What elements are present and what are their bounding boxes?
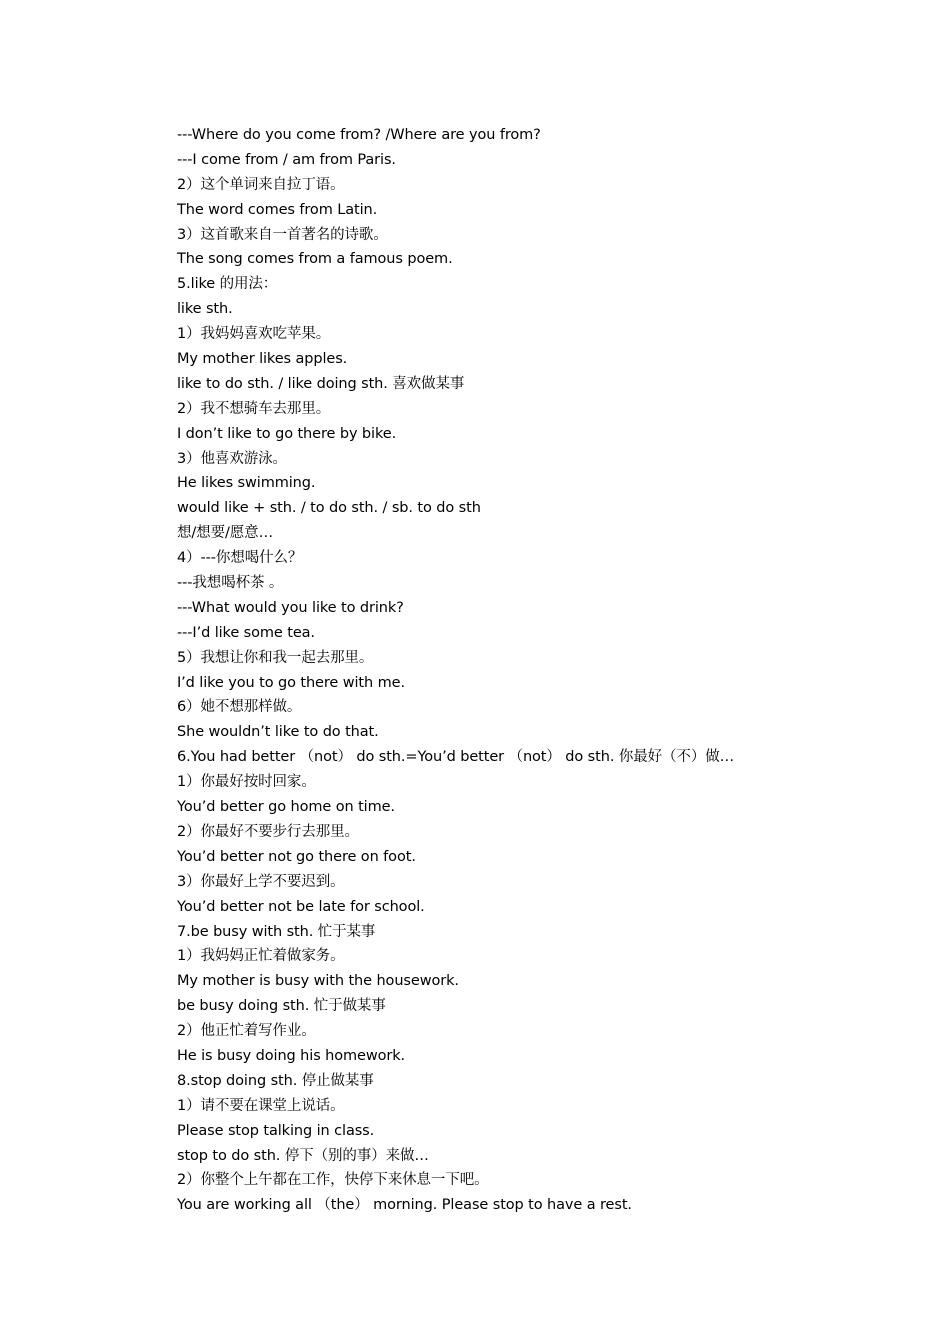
text-line: 1）你最好按时回家。 xyxy=(177,774,316,791)
text-line: 想/想要/愿意… xyxy=(177,525,273,542)
text-line: like sth. xyxy=(177,301,233,318)
text-line: You’d better not go there on foot. xyxy=(177,848,416,865)
text-line: 2）你最好不要步行去那里。 xyxy=(177,823,359,840)
text-line: 2）我不想骑车去那里。 xyxy=(177,400,331,417)
text-line: ---I come from / am from Paris. xyxy=(177,151,396,168)
document-body xyxy=(177,123,877,1218)
text-line: He is busy doing his homework. xyxy=(177,1047,406,1064)
text-line: would like + sth. / to do sth. / sb. to do sth xyxy=(177,500,481,517)
text-line: ---我想喝杯茶 。 xyxy=(177,575,284,592)
text-line: I don’t like to go there by bike. xyxy=(177,425,397,442)
text-line: 5）我想让你和我一起去那里。 xyxy=(177,649,374,666)
text-line: Please stop talking in class. xyxy=(177,1122,375,1139)
text-line: You are working all （the） morning. Please stop to have a rest. xyxy=(177,1197,632,1214)
text-line: 1）请不要在课堂上说话。 xyxy=(177,1097,345,1114)
text-line: 4）---你想喝什么？ xyxy=(177,550,303,567)
text-line: ---Where do you come from? /Where are you from? xyxy=(177,127,541,143)
text-line: be busy doing sth. 忙于做某事 xyxy=(177,998,386,1015)
text-line: 2）他正忙着写作业。 xyxy=(177,1023,316,1040)
text-line: My mother is busy with the housework. xyxy=(177,973,459,990)
text-line: She wouldn’t like to do that. xyxy=(177,724,379,741)
text-line: like to do sth. / like doing sth. 喜欢做某事 xyxy=(177,375,465,392)
text-line: The word comes from Latin. xyxy=(177,201,378,218)
text-line: stop to do sth. 停下（别的事）来做… xyxy=(177,1147,429,1164)
text-line: 3）他喜欢游泳。 xyxy=(177,450,287,467)
text-line: 1）我妈妈正忙着做家务。 xyxy=(177,948,345,965)
text-line: I’d like you to go there with me. xyxy=(177,674,405,691)
text-line: The song comes from a famous poem. xyxy=(177,251,453,268)
text-line: 7.be busy with sth. 忙于某事 xyxy=(177,923,376,940)
text-line: 3）这首歌来自一首著名的诗歌。 xyxy=(177,226,388,243)
text-line: 6.You had better （not） do sth.=You’d better （not） do sth. 你最好（不）做… xyxy=(177,749,735,766)
text-line: 2）你整个上午都在工作，快停下来休息一下吧。 xyxy=(177,1172,489,1189)
text-line: You’d better go home on time. xyxy=(177,799,395,816)
text-line: 3）你最好上学不要迟到。 xyxy=(177,873,345,890)
text-line: He likes swimming. xyxy=(177,475,316,492)
text-line: My mother likes apples. xyxy=(177,351,348,368)
text-line: 8.stop doing sth. 停止做某事 xyxy=(177,1072,374,1089)
text-line: 1）我妈妈喜欢吃苹果。 xyxy=(177,326,331,343)
text-line: 2）这个单词来自拉丁语。 xyxy=(177,176,345,193)
text-line: ---I’d like some tea. xyxy=(177,624,315,641)
text-line: ---What would you like to drink? xyxy=(177,599,404,616)
text-line: 5.like 的用法： xyxy=(177,276,278,293)
text-line: You’d better not be late for school. xyxy=(177,898,425,915)
text-line: 6）她不想那样做。 xyxy=(177,699,302,716)
